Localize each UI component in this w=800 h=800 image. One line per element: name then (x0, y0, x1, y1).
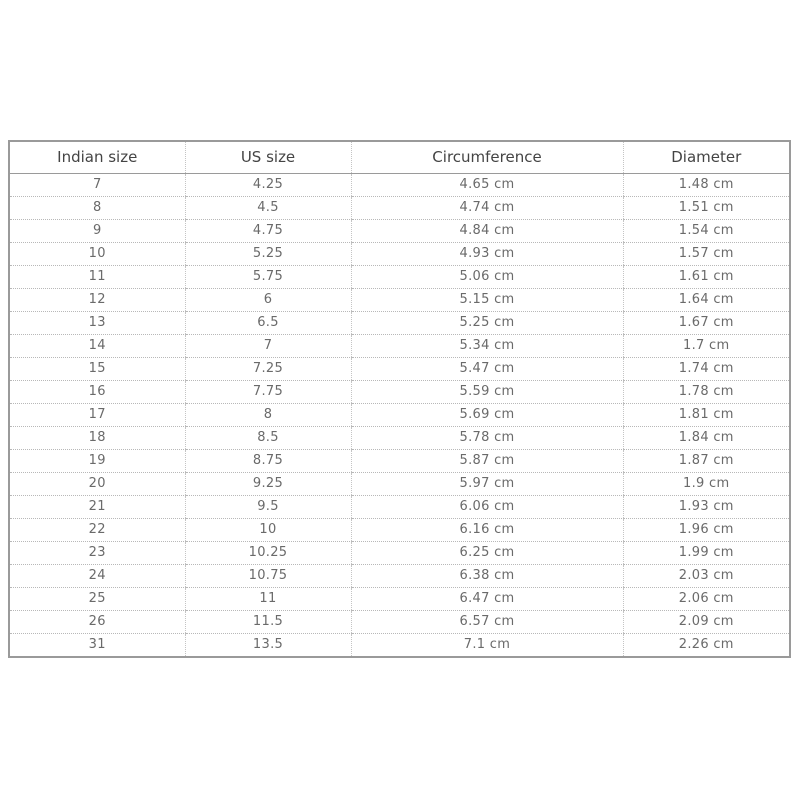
cell-us-size: 11 (185, 588, 351, 611)
table-row (9, 519, 790, 542)
cell-indian-size: 16 (9, 381, 185, 404)
cell-diameter: 1.87 cm (623, 450, 790, 473)
cell-circumference: 5.25 cm (351, 312, 623, 335)
table-row (9, 473, 790, 496)
cell-us-size: 4.5 (185, 197, 351, 220)
cell-us-size: 10 (185, 519, 351, 542)
cell-us-size: 5.75 (185, 266, 351, 289)
cell-circumference: 5.06 cm (351, 266, 623, 289)
cell-circumference: 5.78 cm (351, 427, 623, 450)
table-row (9, 427, 790, 450)
cell-diameter: 1.51 cm (623, 197, 790, 220)
cell-diameter: 1.54 cm (623, 220, 790, 243)
cell-us-size: 6 (185, 289, 351, 312)
cell-circumference: 5.59 cm (351, 381, 623, 404)
cell-circumference: 6.16 cm (351, 519, 623, 542)
cell-indian-size: 14 (9, 335, 185, 358)
table-row (9, 381, 790, 404)
cell-indian-size: 7 (9, 174, 185, 197)
cell-us-size: 9.5 (185, 496, 351, 519)
cell-us-size: 10.75 (185, 565, 351, 588)
table-row (9, 358, 790, 381)
cell-circumference: 6.25 cm (351, 542, 623, 565)
cell-circumference: 7.1 cm (351, 634, 623, 658)
cell-indian-size: 8 (9, 197, 185, 220)
table-row (9, 404, 790, 427)
cell-circumference: 5.87 cm (351, 450, 623, 473)
cell-circumference: 5.34 cm (351, 335, 623, 358)
cell-us-size: 8.75 (185, 450, 351, 473)
cell-diameter: 1.61 cm (623, 266, 790, 289)
cell-us-size: 9.25 (185, 473, 351, 496)
cell-circumference: 4.74 cm (351, 197, 623, 220)
cell-diameter: 1.74 cm (623, 358, 790, 381)
header-indian-size: Indian size (9, 141, 185, 174)
cell-circumference: 5.69 cm (351, 404, 623, 427)
cell-indian-size: 12 (9, 289, 185, 312)
table-row (9, 634, 790, 658)
ring-size-table (8, 140, 791, 658)
table-row (9, 266, 790, 289)
table-header (9, 141, 790, 174)
cell-us-size: 6.5 (185, 312, 351, 335)
cell-circumference: 6.57 cm (351, 611, 623, 634)
cell-indian-size: 26 (9, 611, 185, 634)
table-row (9, 243, 790, 266)
cell-diameter: 1.7 cm (623, 335, 790, 358)
table-row (9, 289, 790, 312)
cell-indian-size: 31 (88, 637, 106, 652)
cell-us-size: 8 (185, 404, 351, 427)
cell-indian-size: 22 (9, 519, 185, 542)
cell-indian-size: 19 (9, 450, 185, 473)
cell-indian-size: 21 (9, 496, 185, 519)
cell-us-size: 7 (185, 335, 351, 358)
table-row (9, 496, 790, 519)
table-row (9, 588, 790, 611)
cell-us-size: 7.75 (185, 381, 351, 404)
table-body (9, 174, 790, 658)
cell-circumference: 6.47 cm (351, 588, 623, 611)
cell-circumference: 5.47 cm (351, 358, 623, 381)
table-row (9, 542, 790, 565)
cell-circumference: 4.93 cm (351, 243, 623, 266)
cell-diameter: 1.78 cm (623, 381, 790, 404)
cell-indian-size: 24 (9, 565, 185, 588)
cell-us-size: 5.25 (185, 243, 351, 266)
cell-circumference: 4.65 cm (351, 174, 623, 197)
cell-diameter: 2.09 cm (623, 611, 790, 634)
cell-indian-size: 23 (9, 542, 185, 565)
cell-indian-size: 18 (9, 427, 185, 450)
cell-diameter: 2.06 cm (623, 588, 790, 611)
header-circumference: Circumference (351, 141, 623, 174)
cell-indian-size: 20 (9, 473, 185, 496)
table-row (9, 450, 790, 473)
header-diameter: Diameter (623, 141, 790, 174)
table-row (9, 565, 790, 588)
cell-diameter: 1.48 cm (623, 174, 790, 197)
cell-circumference: 4.84 cm (351, 220, 623, 243)
cell-diameter: 1.96 cm (623, 519, 790, 542)
cell-diameter: 1.67 cm (623, 312, 790, 335)
header-row (9, 141, 790, 174)
header-us-size: US size (185, 141, 351, 174)
cell-indian-size: 10 (9, 243, 185, 266)
cell-us-size: 13.5 (185, 634, 351, 658)
table-row (9, 312, 790, 335)
cell-diameter: 1.81 cm (623, 404, 790, 427)
cell-indian-size: 13 (9, 312, 185, 335)
table-row (9, 197, 790, 220)
cell-us-size: 8.5 (185, 427, 351, 450)
cell-diameter: 1.84 cm (623, 427, 790, 450)
table-row (9, 335, 790, 358)
table-row (9, 174, 790, 197)
cell-diameter: 2.26 cm (623, 634, 790, 658)
cell-us-size: 4.75 (185, 220, 351, 243)
cell-us-size: 7.25 (185, 358, 351, 381)
cell-diameter: 1.9 cm (623, 473, 790, 496)
table-row (9, 611, 790, 634)
cell-us-size: 10.25 (185, 542, 351, 565)
cell-indian-size: 9 (9, 220, 185, 243)
cell-diameter: 1.93 cm (623, 496, 790, 519)
cell-diameter: 1.99 cm (623, 542, 790, 565)
cell-diameter: 2.03 cm (623, 565, 790, 588)
cell-indian-size: 11 (9, 266, 185, 289)
cell-circumference: 5.15 cm (351, 289, 623, 312)
cell-circumference: 5.97 cm (351, 473, 623, 496)
cell-circumference: 6.06 cm (351, 496, 623, 519)
cell-us-size: 11.5 (185, 611, 351, 634)
cell-indian-size: 17 (9, 404, 185, 427)
table-row (9, 220, 790, 243)
cell-indian-size: 25 (9, 588, 185, 611)
cell-circumference: 6.38 cm (351, 565, 623, 588)
cell-diameter: 1.64 cm (623, 289, 790, 312)
cell-us-size: 4.25 (185, 174, 351, 197)
cell-indian-size: 15 (9, 358, 185, 381)
cell-diameter: 1.57 cm (623, 243, 790, 266)
